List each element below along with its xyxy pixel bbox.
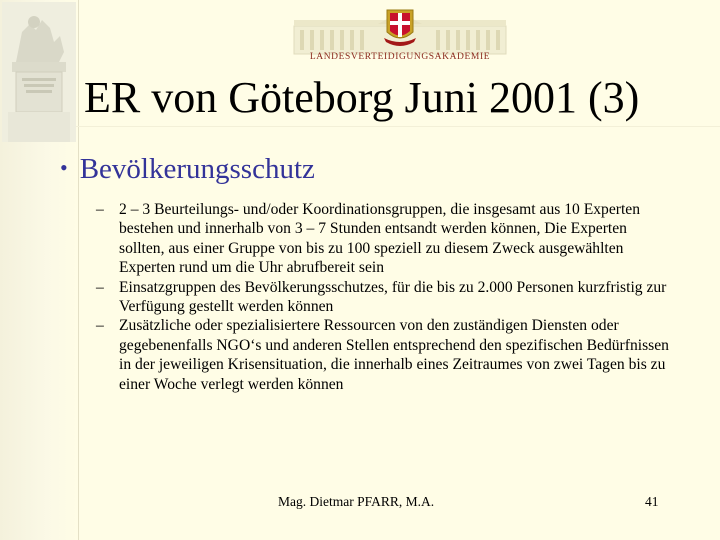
dash-icon: – xyxy=(96,201,104,218)
list-item xyxy=(96,200,676,278)
academy-label: LANDESVERTEIDIGUNGSAKADEMIE xyxy=(309,52,491,62)
list-item-text: 2 – 3 Beurteilungs- und/oder Koordinationsgruppen, die insgesamt aus 10 Experten bestehen und innerhalb von 3 – 7 Stunden entsandt werden können, Die Experten sollten, aus einer Gruppe von bis zu 100 speziell zu diesem Zweck ausgewählten Experten rund um die Uhr abrufbereit sein xyxy=(119,201,640,277)
main-bullet xyxy=(60,153,315,186)
title-divider xyxy=(76,126,720,127)
statue-image xyxy=(2,2,76,142)
main-bullet-text: Bevölkerungsschutz xyxy=(79,153,315,185)
list-item-text: Einsatzgruppen des Bevölkerungsschutzes, für die bis zu 2.000 Personen kurzfristig zur Verfügung gestellt werden können xyxy=(119,278,667,316)
list-item-text: Zusätzliche oder spezialisiertere Ressourcen von den zuständigen Diensten oder gegebenenfalls NGO‘s und anderen Stellen entsprechend den spezifischen Bedürfnissen in der jeweiligen Krisensituation, die innerhalb eines Zeitraumes von zwei Tagen bis zu einer Woche verlegt werden können xyxy=(119,317,669,393)
bullet-icon: • xyxy=(60,155,68,180)
page-number: 41 xyxy=(645,494,659,509)
footer-author: Mag. Dietmar PFARR, M.A. xyxy=(278,494,435,509)
dash-icon: – xyxy=(96,278,104,296)
list-item xyxy=(96,316,676,394)
slide-title: ER von Göteborg Juni 2001 (3) xyxy=(84,73,640,122)
sub-bullet-list xyxy=(96,200,676,394)
left-decoration xyxy=(0,0,79,540)
list-item xyxy=(96,278,676,317)
dash-icon: – xyxy=(96,317,104,335)
